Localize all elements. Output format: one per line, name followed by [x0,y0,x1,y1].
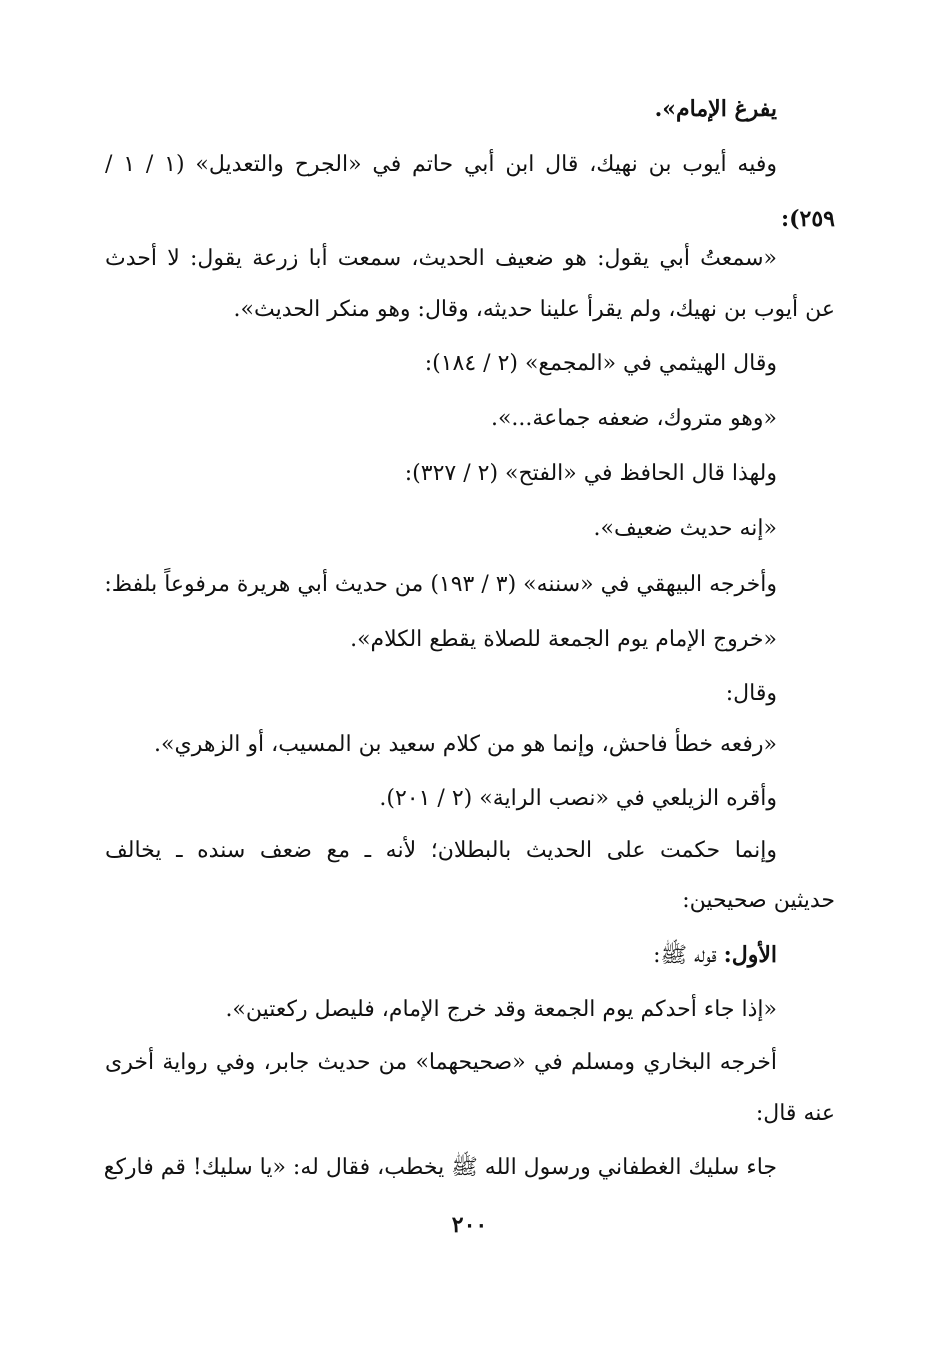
text-line-12: وقال: [725,681,777,706]
text-line-13: «رفعه خطأ فاحش، وإنما هو من كلام سعيد بن المسيب، أو الزهري». [154,732,777,757]
text-line-20: عنه قال: [755,1101,835,1126]
text-line-4: «سمعتُ أبي يقول: هو ضعيف الحديث، سمعت أبا زرعة يقول: لا أحدث [105,246,777,271]
text-line-3: ٢٥٩): [781,206,835,232]
text-line-18: «إذا جاء أحدكم يوم الجمعة وقد خرج الإمام، فليصل ركعتين». [225,997,777,1022]
text-line-1: يفرغ الإمام». [654,96,777,122]
text-line-15: وإنما حكمت على الحديث بالبطلان؛ لأنه ـ مع ضعف سنده ـ يخالف [105,838,777,863]
text-line-19: أخرجه البخاري ومسلم في «صحيحهما» من حديث جابر، وفي رواية أخرى [105,1050,777,1075]
text-line-17 [105,938,777,973]
text-line-5: عن أيوب بن نهيك، ولم يقرأ علينا حديثه، وقال: وهو منكر الحديث». [233,297,835,322]
text-line-9: «إنه حديث ضعيف». [593,516,777,541]
text-line-7: «وهو متروك، ضعفه جماعة...». [490,406,777,431]
text-line-14: وأقره الزيلعي في «نصب الراية» (٢ / ٢٠١). [379,786,777,811]
text-line-6: وقال الهيثمي في «المجمع» (٢ / ١٨٤): [424,351,777,376]
text-line-11: «خروج الإمام يوم الجمعة للصلاة يقطع الكلام». [350,627,777,652]
text-line-8: ولهذا قال الحافظ في «الفتح» (٢ / ٣٢٧): [404,461,777,486]
first-label: الأول: [723,942,777,968]
first-label-text: قوله ﷺ: [653,943,717,968]
text-line-2: وفيه أيوب بن نهيك، قال ابن أبي حاتم في «الجرح والتعديل» (١ / ١ / [105,152,777,177]
text-line-16: حديثين صحيحين: [682,888,835,913]
text-line-10: وأخرجه البيهقي في «سننه» (٣ / ١٩٣) من حديث أبي هريرة مرفوعاً بلفظ: [104,572,777,597]
text-line-21: جاء سليك الغطفاني ورسول الله ﷺ يخطب، فقال له: «يا سليك! قم فاركع [103,1155,777,1180]
page-number: ٢٠٠ [451,1212,488,1238]
